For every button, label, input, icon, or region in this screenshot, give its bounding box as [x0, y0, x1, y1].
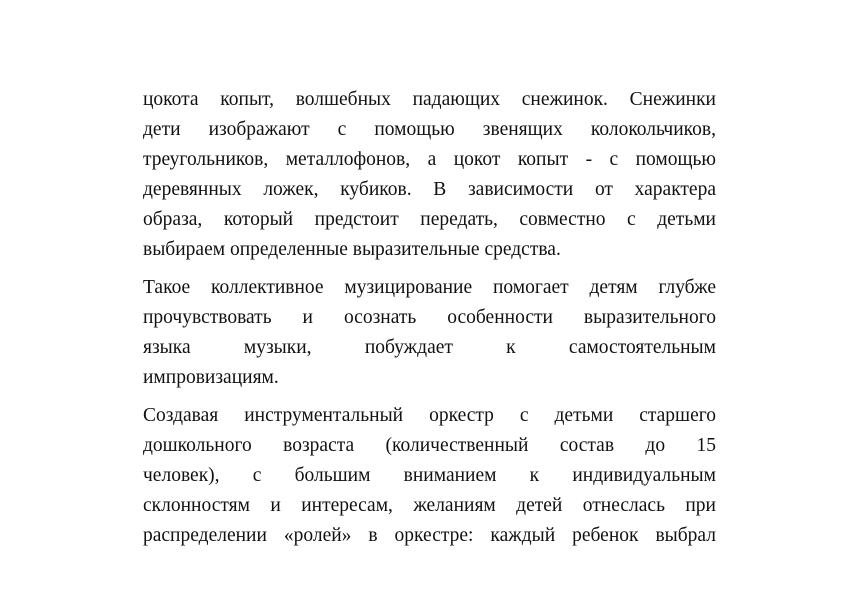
paragraph-2	[143, 273, 716, 393]
text-line: образа, который предстоит передать, совместно с детьми	[143, 209, 716, 230]
text-line: распределении «ролей» в оркестре: каждый ребенок выбрал	[143, 525, 716, 546]
text-line: дети изображают с помощью звенящих колокольчиков,	[143, 119, 716, 140]
paragraph-3	[143, 401, 716, 551]
text-line: цокота копыт, волшебных падающих снежинок. Снежинки	[143, 89, 716, 110]
text-line: выбираем определенные выразительные средства.	[143, 239, 561, 260]
text-line: Создавая инструментальный оркестр с детьми старшего	[143, 405, 716, 426]
text-line: склонностям и интересам, желаниям детей отнеслась при	[143, 495, 716, 516]
document-body	[143, 85, 716, 559]
text-line: импровизациям.	[143, 367, 279, 388]
text-line: языка музыки, побуждает к самостоятельным	[143, 337, 716, 358]
text-line: прочувствовать и осознать особенности выразительного	[143, 307, 716, 328]
text-line: треугольников, металлофонов, а цокот копыт - с помощью	[143, 149, 716, 170]
text-line: дошкольного возраста (количественный состав до 15	[143, 435, 716, 456]
text-line: деревянных ложек, кубиков. В зависимости от характера	[143, 179, 716, 200]
text-line: человек), с большим вниманием к индивидуальным	[143, 465, 716, 486]
text-line: Такое коллективное музицирование помогает детям глубже	[143, 277, 716, 298]
paragraph-1	[143, 85, 716, 265]
